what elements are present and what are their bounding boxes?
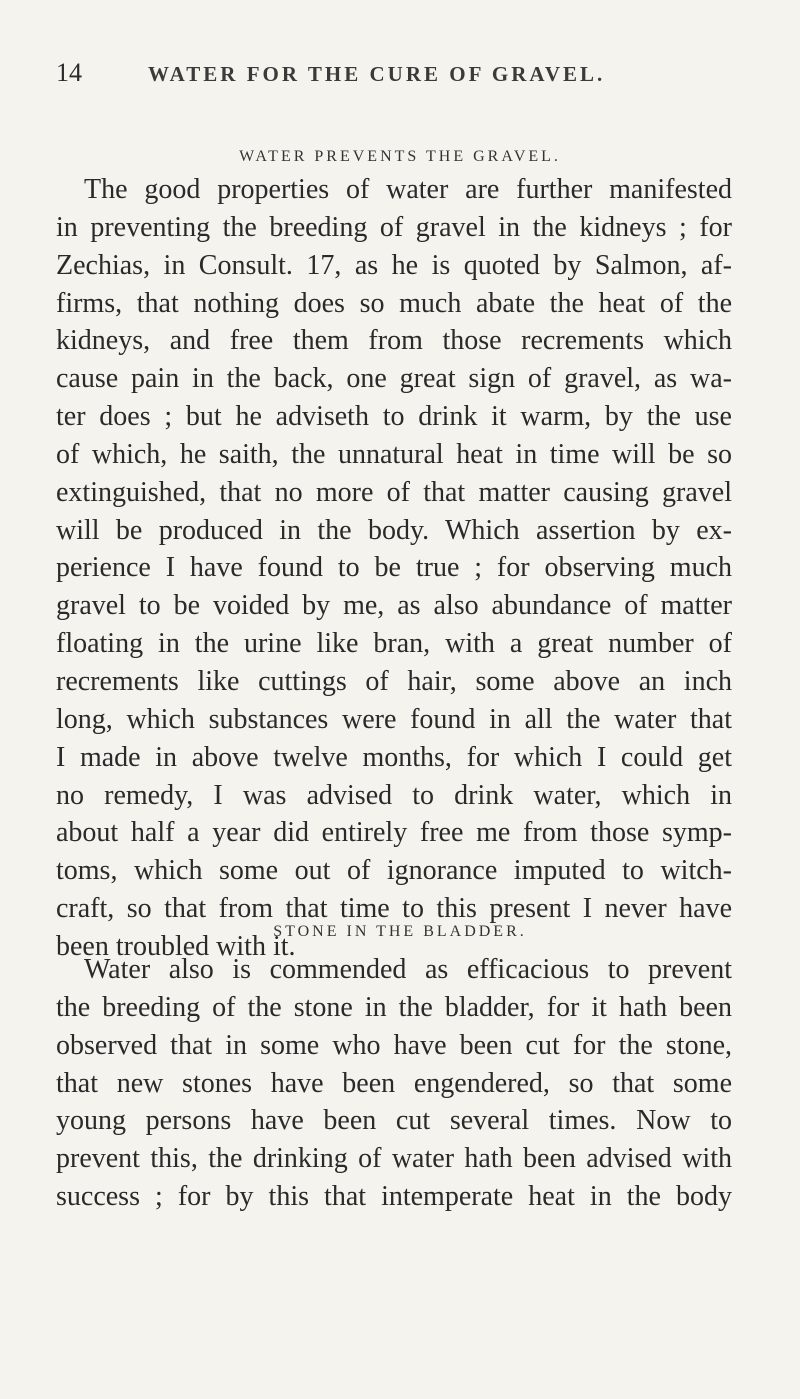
text-line: ter does ; but he adviseth to drink it warm, by the use [56, 401, 732, 433]
text-line: toms, which some out of ignorance imputed to witch- [56, 855, 732, 887]
running-title: WATER FOR THE CURE OF GRAVEL. [148, 62, 606, 86]
text-line: in preventing the breeding of gravel in the kidneys ; for [56, 211, 732, 243]
text-line: been troubled with it. [56, 930, 296, 962]
text-line: extinguished, that no more of that matter causing gravel [56, 476, 732, 508]
paragraph-water-prevents-gravel [56, 171, 732, 966]
page-number: 14 [56, 58, 82, 87]
text-line: I made in above twelve months, for which I could get [56, 741, 732, 773]
paragraph-stone-in-bladder [56, 951, 732, 1216]
text-line: kidneys, and free them from those recrements which [56, 325, 732, 357]
text-line: gravel to be voided by me, as also abundance of matter [56, 590, 732, 622]
text-line: floating in the urine like bran, with a great number of [56, 628, 732, 660]
section-heading-stone-in-bladder: STONE IN THE BLADDER. [273, 923, 527, 940]
text-line: will be produced in the body. Which assertion by ex- [56, 514, 732, 546]
text-line: cause pain in the back, one great sign of gravel, as wa- [56, 363, 732, 395]
text-line: the breeding of the stone in the bladder, for it hath been [56, 991, 732, 1023]
text-line: no remedy, I was advised to drink water, which in [56, 779, 732, 811]
text-line: craft, so that from that time to this present I never have [56, 893, 732, 925]
text-line: prevent this, the drinking of water hath been advised with [56, 1143, 732, 1175]
text-line: success ; for by this that intemperate heat in the body [56, 1181, 732, 1213]
text-line: Zechias, in Consult. 17, as he is quoted by Salmon, af- [56, 249, 732, 281]
section-heading-water-prevents-gravel: WATER PREVENTS THE GRAVEL. [239, 148, 561, 165]
text-line: The good properties of water are further manifested [84, 174, 732, 205]
text-line: recrements like cuttings of hair, some above an inch [56, 665, 732, 697]
text-line: that new stones have been engendered, so that some [56, 1067, 732, 1099]
text-line: young persons have been cut several times. Now to [56, 1105, 732, 1137]
text-line: of which, he saith, the unnatural heat in time will be so [56, 438, 732, 470]
text-line: perience I have found to be true ; for observing much [56, 552, 732, 584]
text-line: about half a year did entirely free me from those symp- [56, 817, 732, 849]
text-line: Water also is commended as efficacious to prevent [84, 954, 732, 985]
text-line: observed that in some who have been cut for the stone, [56, 1029, 732, 1061]
text-line: firms, that nothing does so much abate the heat of the [56, 287, 732, 319]
text-line: long, which substances were found in all the water that [56, 703, 732, 735]
running-head [56, 58, 740, 92]
